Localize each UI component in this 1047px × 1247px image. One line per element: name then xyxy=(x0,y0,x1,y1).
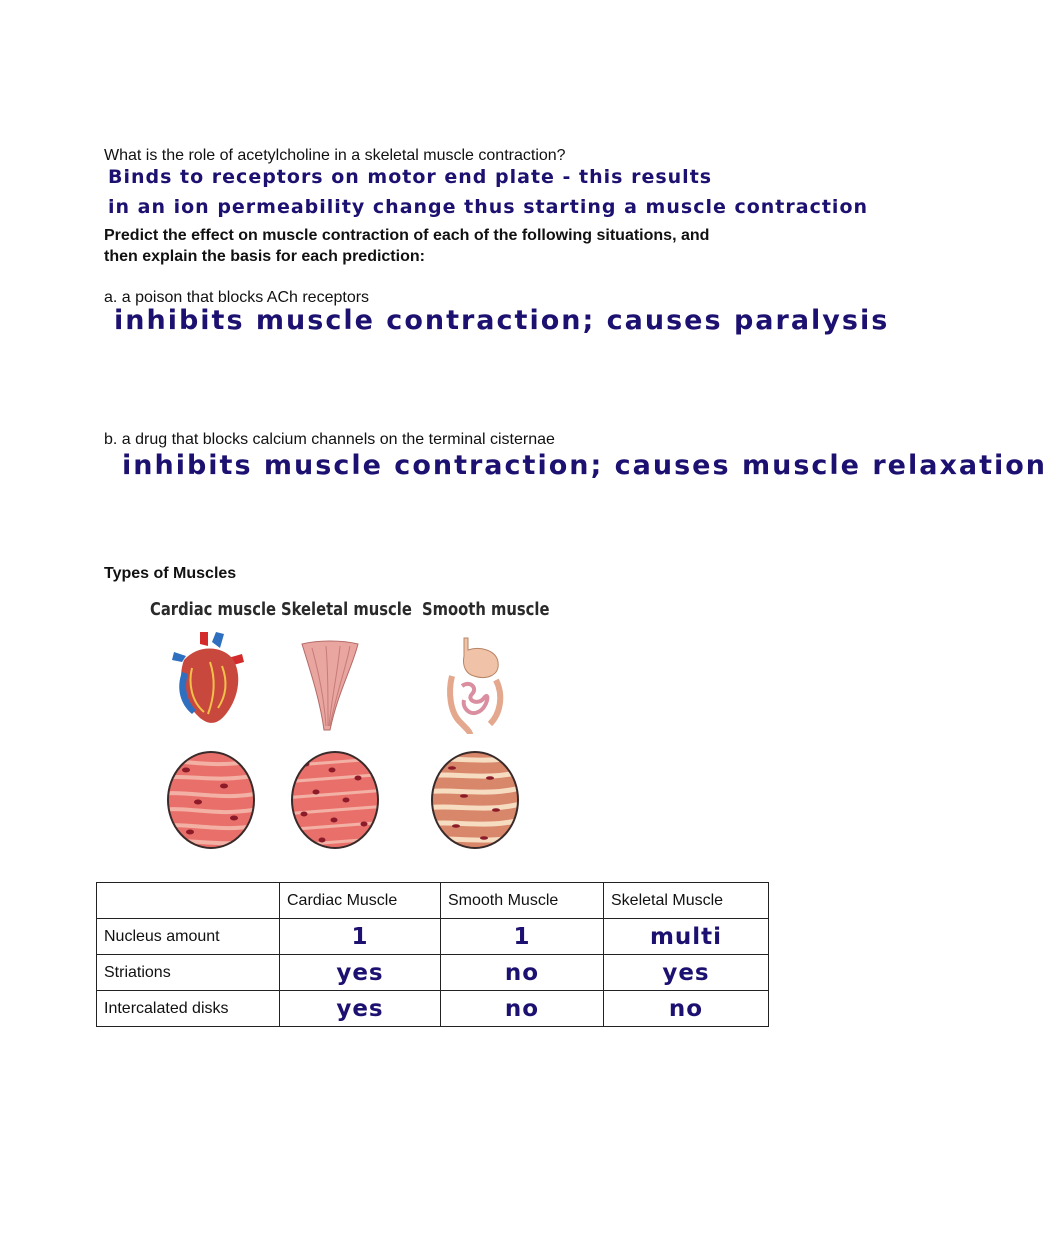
smooth-muscle-organ-illustration xyxy=(444,636,508,734)
header-skeletal: Skeletal Muscle xyxy=(604,883,769,919)
heart-vessel-blue xyxy=(212,632,224,648)
skeletal-muscle-illustration xyxy=(298,640,360,732)
row-label: Intercalated disks xyxy=(97,991,280,1027)
row-label: Nucleus amount xyxy=(97,919,280,955)
section-heading-types: Types of Muscles xyxy=(104,565,237,582)
skeletal-value: yes xyxy=(604,955,769,991)
predict-prompt-line-2: then explain the basis for each prediction: xyxy=(104,248,425,265)
predict-prompt-line-1: Predict the effect on muscle contraction of each of the following situations, and xyxy=(104,227,710,244)
stomach xyxy=(463,638,498,677)
smooth-tissue xyxy=(428,748,522,852)
table-row xyxy=(97,991,769,1027)
question-part-a: a. a poison that blocks ACh receptors xyxy=(104,289,370,306)
cardiac-value: yes xyxy=(280,991,441,1027)
large-intestine-right xyxy=(490,680,500,724)
cardiac-value: 1 xyxy=(280,919,441,955)
smooth-value: no xyxy=(441,955,604,991)
cardiac-tissue xyxy=(164,748,258,852)
row-label: Striations xyxy=(97,955,280,991)
header-cardiac: Cardiac Muscle xyxy=(280,883,441,919)
caption-smooth: Smooth muscle xyxy=(422,599,550,620)
caption-skeletal: Skeletal muscle xyxy=(281,599,412,620)
handwritten-answer-line-1: Binds to receptors on motor end plate - this results xyxy=(108,166,713,188)
skeletal-value: multi xyxy=(604,919,769,955)
handwritten-answer-line-2: in an ion permeability change thus starting a muscle contraction xyxy=(108,196,869,218)
small-intestine xyxy=(462,684,487,713)
heart-aorta xyxy=(200,632,208,646)
handwritten-answer-part-b: inhibits muscle contraction; causes muscle relaxation xyxy=(122,450,1047,481)
table-row xyxy=(97,919,769,955)
question-acetylcholine: What is the role of acetylcholine in a skeletal muscle contraction? xyxy=(104,147,566,164)
skeletal-tissue xyxy=(288,748,382,852)
table-row xyxy=(97,955,769,991)
question-part-b: b. a drug that blocks calcium channels on the terminal cisternae xyxy=(104,431,555,448)
muscle-comparison-table xyxy=(96,882,769,1027)
skeletal-value: no xyxy=(604,991,769,1027)
smooth-value: no xyxy=(441,991,604,1027)
caption-cardiac: Cardiac muscle xyxy=(150,599,277,620)
cardiac-value: yes xyxy=(280,955,441,991)
heart-illustration xyxy=(170,632,250,732)
table-header-row xyxy=(97,883,769,919)
header-smooth: Smooth Muscle xyxy=(441,883,604,919)
header-cell-empty xyxy=(97,883,280,919)
smooth-value: 1 xyxy=(441,919,604,955)
handwritten-answer-part-a: inhibits muscle contraction; causes paralysis xyxy=(114,305,890,336)
